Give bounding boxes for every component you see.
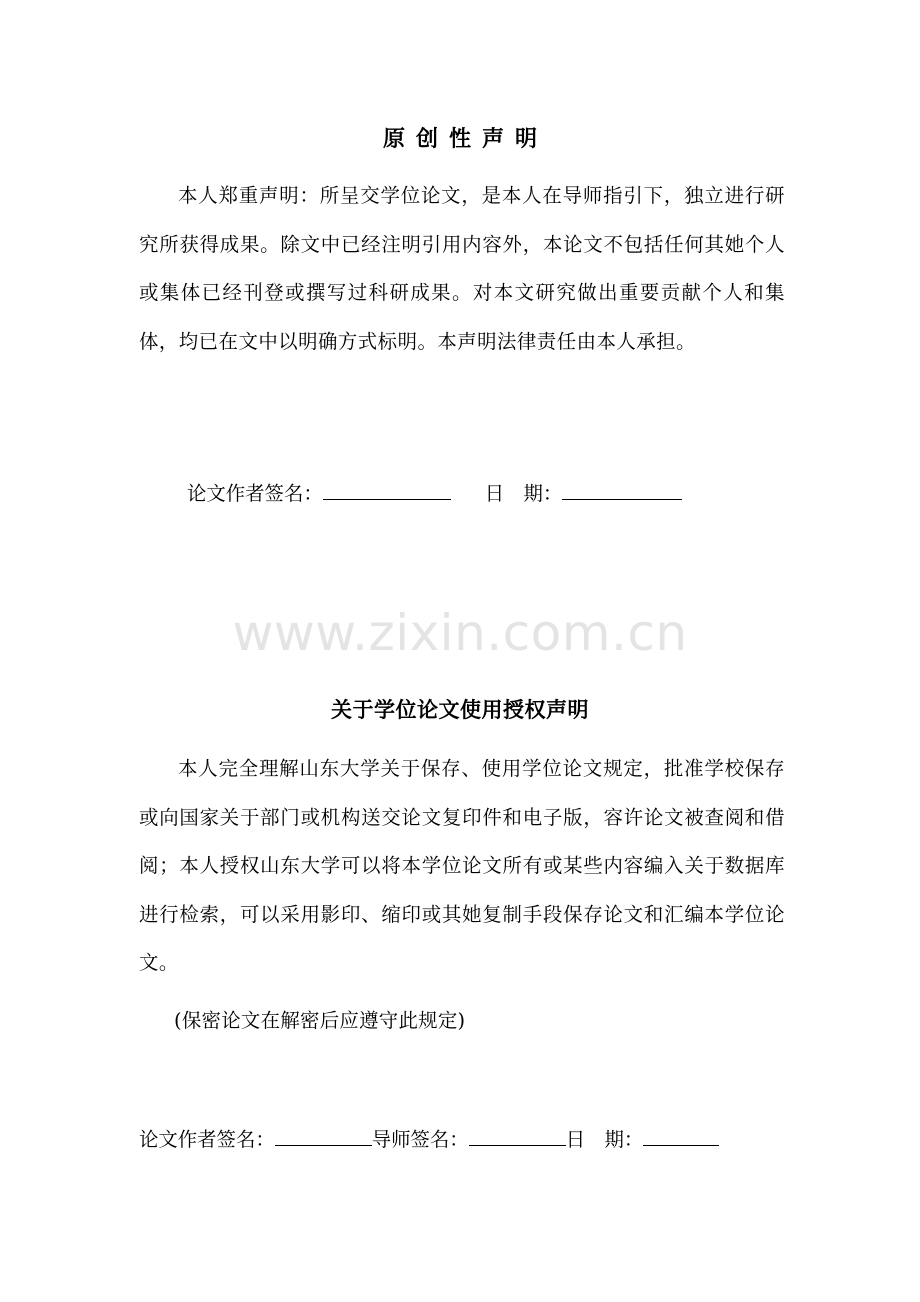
confidential-note: (保密论文在解密后应遵守此规定): [174, 1009, 466, 1032]
authorization-signature-row: [139, 1124, 719, 1152]
advisor-signature-label: 导师签名：: [371, 1128, 469, 1151]
declaration-paragraph: 本人郑重声明：所呈交学位论文，是本人在导师指引下，独立进行研究所获得成果。除文中已经注明引用内容外，本论文不包括任何其她个人或集体已经刊登或撰写过科研成果。对本文研究做出重要贡献个人和集体，均已在文中以明确方式标明。本声明法律责任由本人承担。: [139, 184, 785, 353]
date-label: 日 期：: [484, 482, 563, 505]
authorization-paragraph: 本人完全理解山东大学关于保存、使用学位论文规定，批准学校保存或向国家关于部门或机构送交论文复印件和电子版，容许论文被查阅和借阅；本人授权山东大学可以将本学位论文所有或某些内容编入关于数据库进行检索，可以采用影印、缩印或其她复制手段保存论文和汇编本学位论文。: [139, 757, 785, 974]
declaration-signature-row: [187, 478, 682, 506]
date-field[interactable]: [643, 1127, 719, 1146]
author-signature-label: 论文作者签名：: [139, 1128, 275, 1151]
date-label: 日 期：: [565, 1128, 644, 1151]
author-signature-field[interactable]: [323, 481, 451, 500]
author-signature-field[interactable]: [275, 1127, 372, 1146]
advisor-signature-field[interactable]: [469, 1127, 566, 1146]
author-signature-label: 论文作者签名：: [187, 482, 323, 505]
watermark: www.zixin.com.cn: [232, 604, 688, 662]
date-field[interactable]: [562, 481, 682, 500]
declaration-title: 原创性声明: [382, 127, 548, 152]
authorization-title: 关于学位论文使用授权声明: [331, 698, 589, 722]
